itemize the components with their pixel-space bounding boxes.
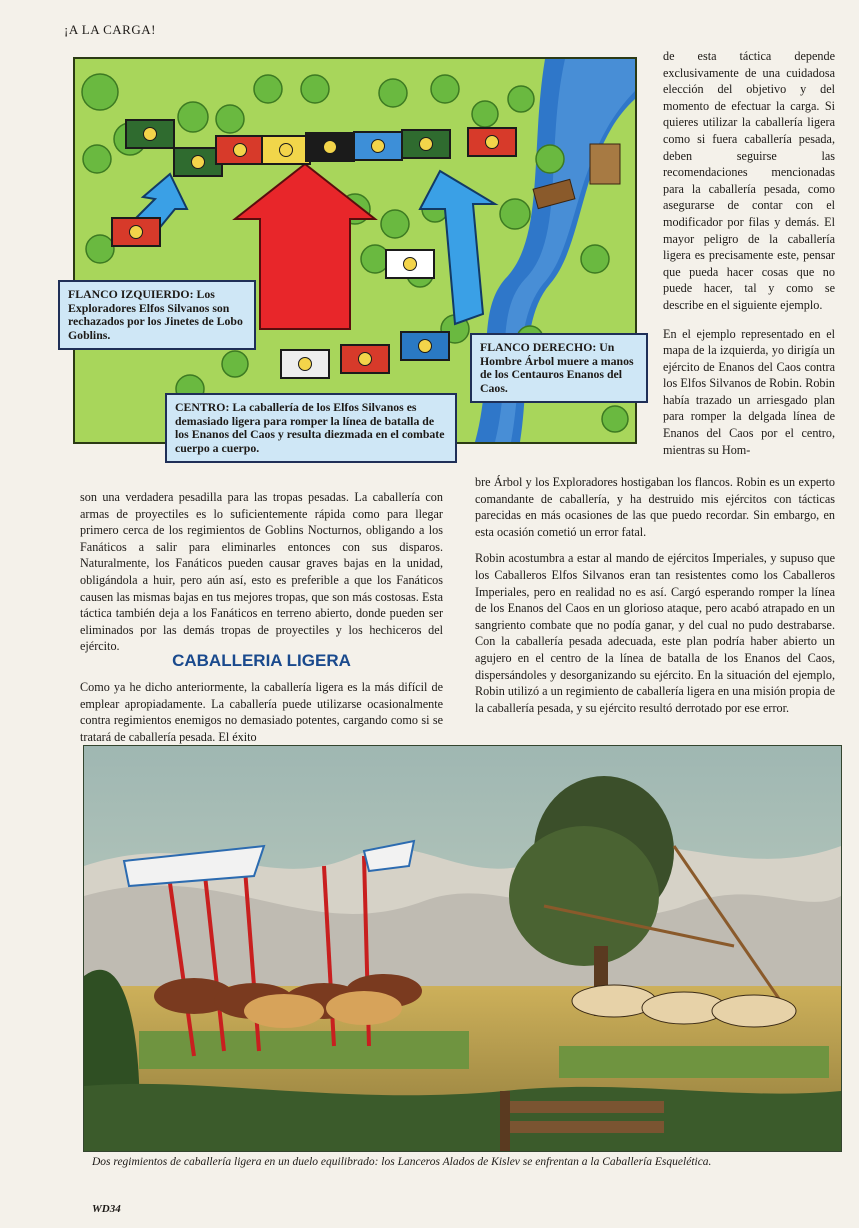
unit-banner	[280, 349, 330, 379]
unit-banner	[125, 119, 175, 149]
unit-banner	[305, 132, 355, 162]
unit-banner	[111, 217, 161, 247]
unit-banner	[353, 131, 403, 161]
right-flank-note: FLANCO DERECHO: Un Hombre Árbol muere a manos de los Centauros Enanos del Caos.	[470, 333, 648, 403]
miniatures-photo	[83, 745, 842, 1152]
unit-banner	[400, 331, 450, 361]
center-note: CENTRO: La caballería de los Elfos Silvanos es demasiado ligera para romper la línea de batalla de los Enanos del Caos y resulta diezmada en el combate cuerpo a cuerpo.	[165, 393, 457, 463]
unit-banner	[215, 135, 265, 165]
unit-banner	[385, 249, 435, 279]
paragraph: En el ejemplo representado en el mapa de la izquierda, yo dirigía un ejército de Enanos del Caos contra los Elfos Silvanos de Robin. Robin había trazado un arriesgado plan para romper la delgada línea de Enanos del Caos por el centro, mientras su Hom-	[663, 326, 835, 457]
photo-scene	[84, 746, 841, 1151]
page-number: WD34	[92, 1203, 121, 1215]
paragraph: son una verdadera pesadilla para las tropas pesadas. La caballería con armas de proyectiles es lo suficientemente rápida como para llegar primero cerca de los regimientos de Goblins Nocturnos, obligando a los Fanáticos a salir para eliminarles entonces con sus disparos. Naturalmente, los Fanáticos pueden causar graves bajas en la unidad, obligándola a huir, pero aún así, esto es preferible a que los Fanáticos causen las mismas bajas en tus mejores tropas, que son más costosas. Esta táctica también deja a los Fanáticos en terreno abierto, donde pueden ser eliminados por las demás tropas de proyectiles y los hechiceros del ejército.	[80, 490, 443, 654]
paragraph: de esta táctica depende exclusivamente de una cuidadosa elección del objetivo y del momento de efectuar la carga. Si quieres utilizar la caballería ligera como si fuera caballería pesada, deben seguirse las recomendaciones mencionadas para la caballería pesada, como asegurarse de contar con el modificador por filas y demás. El mayor peligro de la caballería ligera es precisamente este, pensar que pueda hacer cosas que no puede hacer, tal y como se describe en el siguiente ejemplo.	[663, 49, 835, 312]
unit-banner	[401, 129, 451, 159]
section-title: CABALLERIA LIGERA	[172, 651, 351, 670]
unit-banner	[467, 127, 517, 157]
paragraph: bre Árbol y los Exploradores hostigaban los flancos. Robin es un experto comandante de caballería, y ha destruido mis ejércitos con tácticas parecidas en más ocasiones de las que puedo recordar. Sin embargo, en esta ocasión cometió un error fatal.	[475, 475, 835, 539]
left-flank-note: FLANCO IZQUIERDO: Los Exploradores Elfos Silvanos son rechazados por los Jinetes de Lobo Goblins.	[58, 280, 256, 350]
unit-banner	[340, 344, 390, 374]
page-header: ¡A LA CARGA!	[64, 22, 156, 37]
left-column-text-2	[80, 679, 443, 745]
paragraph: Como ya he dicho anteriormente, la caballería ligera es la más difícil de emplear apropiadamente. La caballería puede utilizarse ocasionalmente contra regimientos enemigos no demasiado potentes, cargando como si se tratará de caballería pesada. El éxito	[80, 680, 443, 744]
paragraph: Robin acostumbra a estar al mando de ejércitos Imperiales, y supuso que los Caballeros Elfos Silvanos eran tan resistentes como los Caballeros Imperiales, pero en realidad no es así. Cargó esperando romper la línea de los Enanos del Caos en un glorioso ataque, pero acabó atrapado en un sangriento combate que no podía ganar, y del cual no pudo destrabarse. Con la caballería pesada adecuada, este plan podría haber abierto un agujero en el centro de la línea de batalla de los Enanos del Caos, dispersándoles y desorganizando su ejército. En la situación del ejemplo, Robin utilizó a un regimiento de caballería ligera en una misión propia de la caballería pesada, y su ejército resultó derrotado por ese error.	[475, 551, 835, 715]
left-column-text	[80, 489, 443, 655]
right-main-text	[475, 474, 835, 726]
photo-caption: Dos regimientos de caballería ligera en un duelo equilibrado: los Lanceros Alados de Kislev se enfrentan a la Caballería Esquelética.	[92, 1156, 712, 1168]
right-column	[663, 48, 835, 470]
unit-banner	[261, 135, 311, 165]
